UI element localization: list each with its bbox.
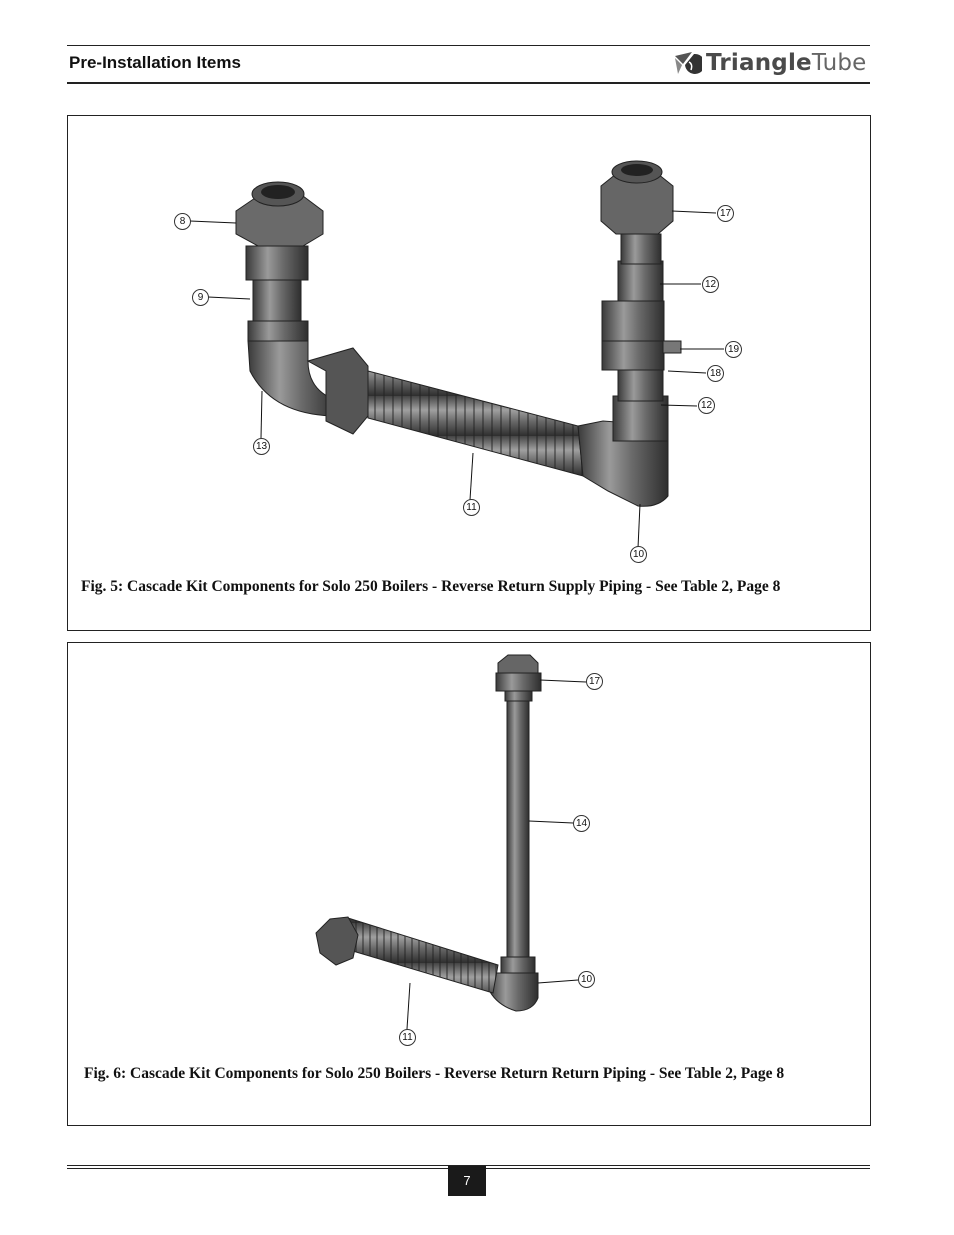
logo-word-triangle: Triangle	[706, 50, 812, 76]
callout-11: 11	[463, 499, 480, 516]
callout-10: 10	[578, 971, 595, 988]
callout-14: 14	[573, 815, 590, 832]
callout-13: 13	[253, 438, 270, 455]
figure-5-illustration	[68, 116, 870, 630]
figure-5-frame	[67, 115, 871, 631]
logo-wordmark	[706, 50, 867, 76]
callout-8: 8	[174, 213, 191, 230]
callout-19: 19	[725, 341, 742, 358]
header-rule-top	[67, 45, 870, 46]
figure-6-caption: Fig. 6: Cascade Kit Components for Solo 250 Boilers - Reverse Return Return Piping - See Table 2, Page 8	[84, 1065, 785, 1082]
logo-mark-icon	[672, 50, 702, 78]
callout-18: 18	[707, 365, 724, 382]
header-rule-bottom	[67, 82, 870, 84]
page-number: 7	[448, 1166, 486, 1196]
figure-6-illustration	[68, 643, 870, 1125]
brand-logo	[672, 50, 868, 78]
callout-12-lower: 12	[698, 397, 715, 414]
figure-5-caption: Fig. 5: Cascade Kit Components for Solo 250 Boilers - Reverse Return Supply Piping - See Table 2, Page 8	[81, 578, 781, 595]
callout-9: 9	[192, 289, 209, 306]
logo-word-tube: Tube	[811, 50, 867, 76]
callout-10: 10	[630, 546, 647, 563]
callout-17: 17	[717, 205, 734, 222]
page-title: Pre-Installation Items	[69, 53, 241, 72]
figure-6-frame	[67, 642, 871, 1126]
callout-11: 11	[399, 1029, 416, 1046]
callout-12-upper: 12	[702, 276, 719, 293]
callout-17: 17	[586, 673, 603, 690]
